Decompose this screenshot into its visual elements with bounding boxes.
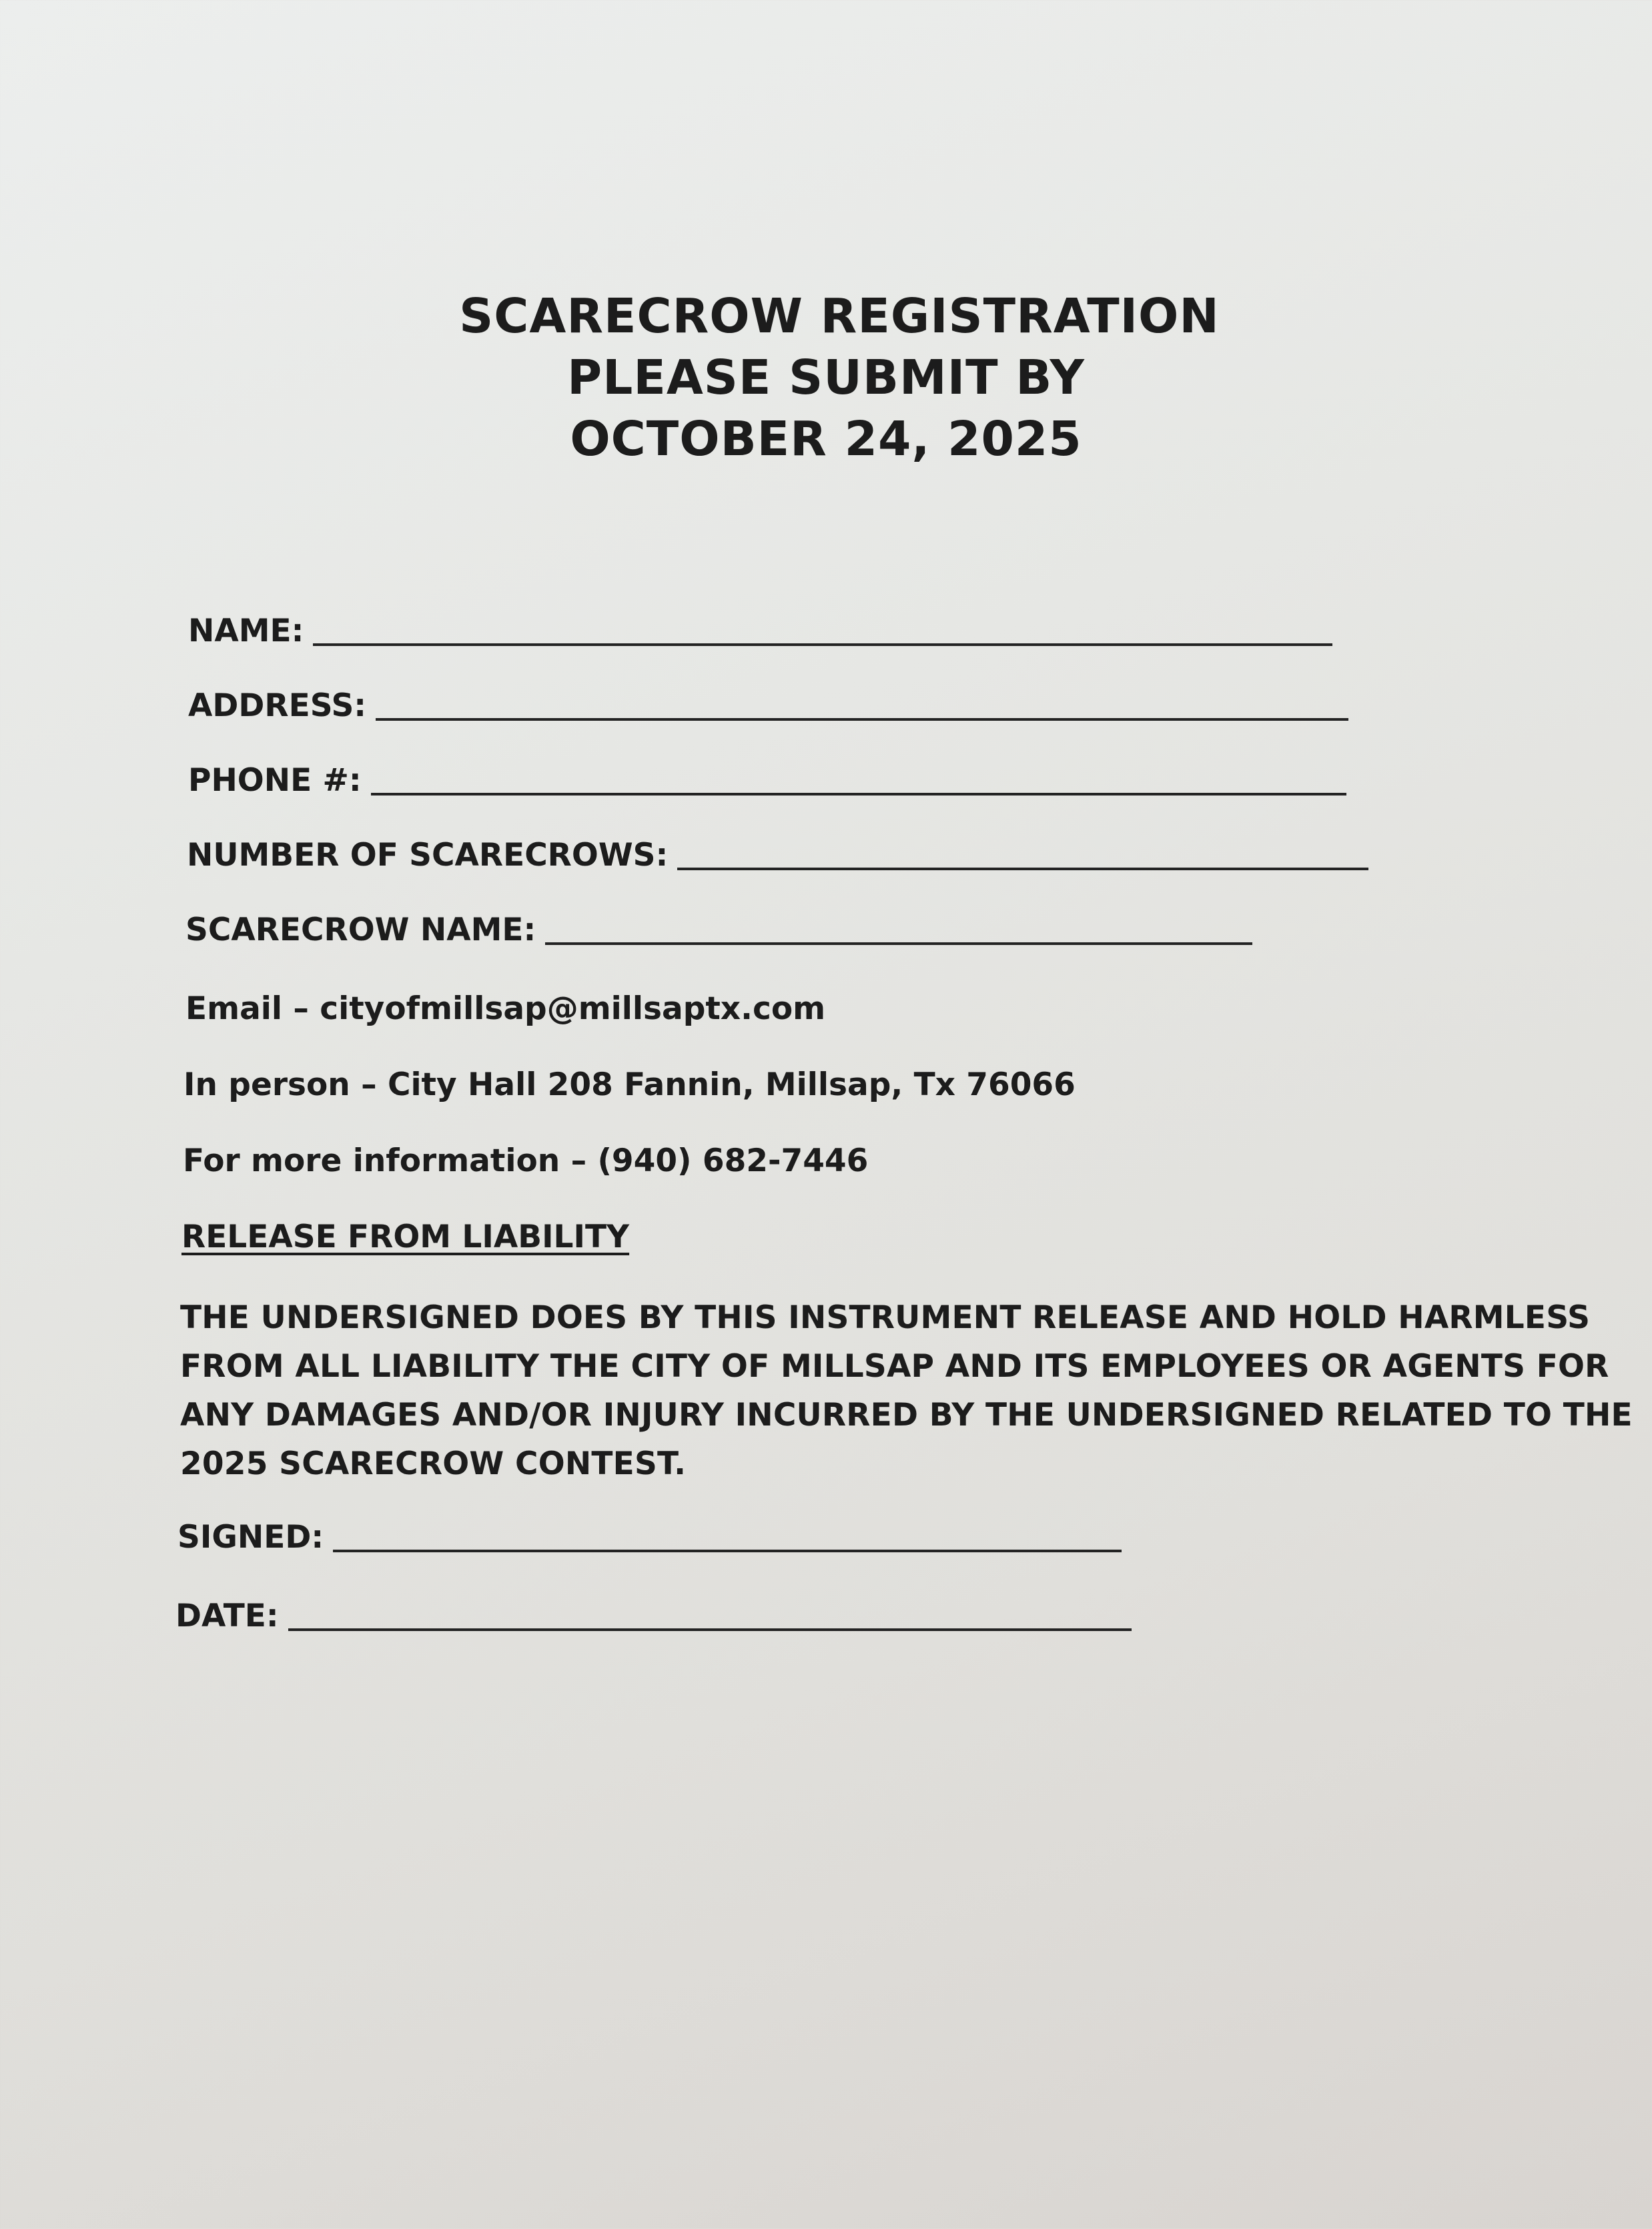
phone-field-label: PHONE #: (188, 762, 362, 799)
email-contact-text: Email – cityofmillsap@millsaptx.com (185, 990, 826, 1027)
number-of-scarecrows-line[interactable] (677, 868, 1368, 870)
address-field-label: ADDRESS: (188, 687, 367, 724)
phone-field[interactable] (188, 762, 1346, 800)
signed-field-line[interactable] (333, 1550, 1122, 1552)
address-field[interactable] (188, 687, 1348, 725)
phone-field-line[interactable] (371, 793, 1346, 795)
name-field-line[interactable] (313, 643, 1332, 646)
form-title (0, 286, 1652, 470)
release-line-3: ANY DAMAGES AND/OR INJURY INCURRED BY THE UNDERSIGNED RELATED TO THE (180, 1397, 1633, 1434)
signed-field[interactable] (177, 1519, 1122, 1556)
release-line-4: 2025 SCARECROW CONTEST. (180, 1446, 687, 1482)
name-field-label: NAME: (188, 613, 304, 649)
scarecrow-name-field[interactable] (185, 912, 1252, 949)
title-line-submit-by: PLEASE SUBMIT BY (567, 350, 1085, 405)
name-field[interactable] (188, 613, 1332, 650)
signed-field-label: SIGNED: (177, 1519, 324, 1556)
scarecrow-name-label: SCARECROW NAME: (185, 912, 536, 948)
in-person-contact-text: In person – City Hall 208 Fannin, Millsap, Tx 76066 (183, 1066, 1076, 1103)
release-line-1: THE UNDERSIGNED DOES BY THIS INSTRUMENT RELEASE AND HOLD HARMLESS (180, 1299, 1591, 1336)
number-of-scarecrows-label: NUMBER OF SCARECROWS: (187, 837, 669, 874)
scarecrow-name-line[interactable] (545, 942, 1252, 945)
more-info-contact-text: For more information – (940) 682-7446 (183, 1143, 869, 1179)
release-paragraph (180, 1293, 1633, 1488)
release-heading: RELEASE FROM LIABILITY (181, 1219, 630, 1255)
title-line-deadline-date: OCTOBER 24, 2025 (570, 411, 1082, 466)
address-field-line[interactable] (376, 718, 1348, 721)
title-line-registration: SCARECROW REGISTRATION (459, 288, 1220, 344)
date-field-label: DATE: (175, 1598, 279, 1634)
release-line-2: FROM ALL LIABILITY THE CITY OF MILLSAP AND ITS EMPLOYEES OR AGENTS FOR (180, 1348, 1609, 1385)
date-field[interactable] (175, 1598, 1132, 1635)
date-field-line[interactable] (288, 1628, 1132, 1631)
number-of-scarecrows-field[interactable] (187, 837, 1368, 874)
